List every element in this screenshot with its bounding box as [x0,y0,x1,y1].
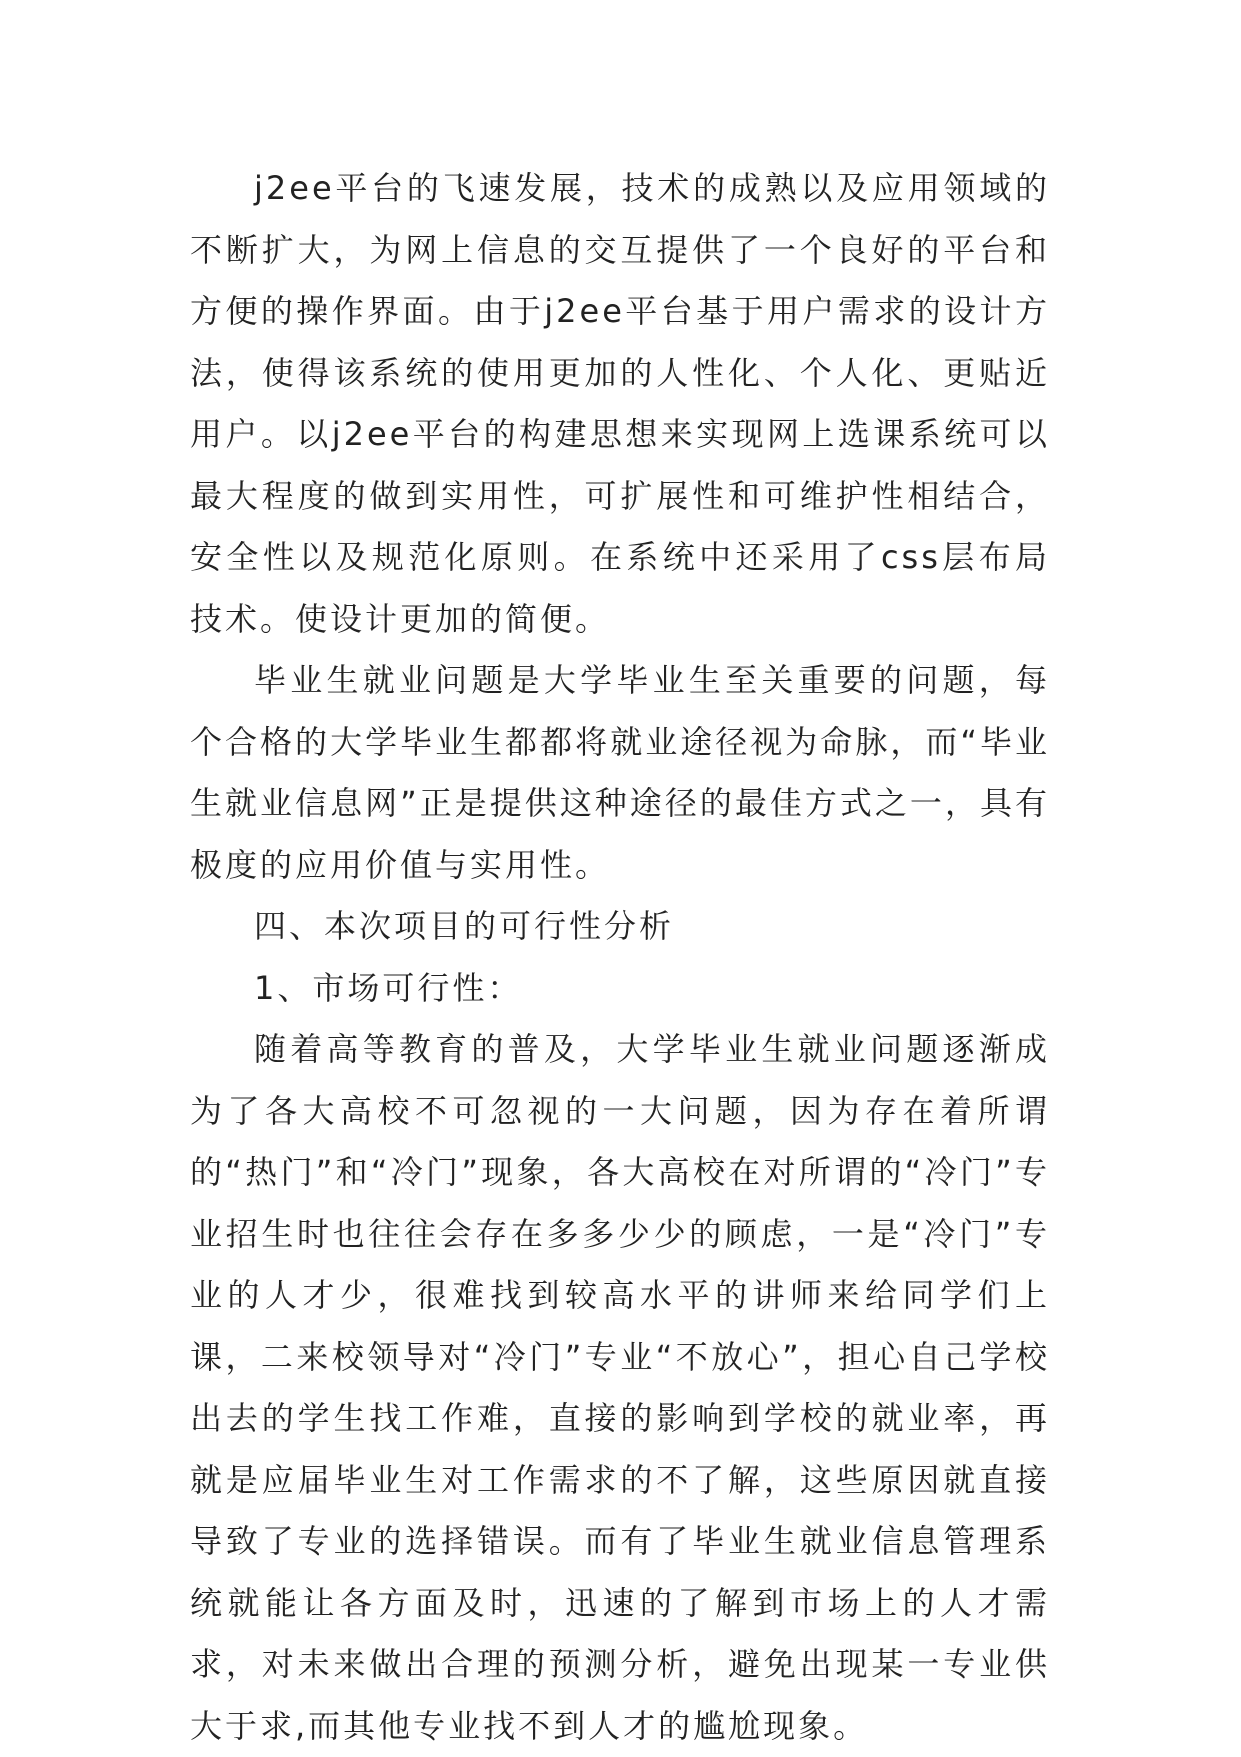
paragraph-j2ee-platform: j2ee平台的飞速发展，技术的成熟以及应用领域的不断扩大，为网上信息的交互提供了一个良好的平台和方便的操作界面。由于j2ee平台基于用户需求的设计方法，使得该系统的使用更加的人性化、个人化、更贴近用户。以j2ee平台的构建思想来实现网上选课系统可以最大程度的做到实用性，可扩展性和可维护性相结合，安全性以及规范化原则。在系统中还采用了css层布局技术。使设计更加的简便。 [190,169,1050,638]
section-heading-feasibility: 四、本次项目的可行性分析 [254,907,675,945]
paragraph-market-feasibility: 随着高等教育的普及，大学毕业生就业问题逐渐成为了各大高校不可忽视的一大问题，因为存在着所谓的“热门”和“冷门”现象，各大高校在对所谓的“冷门”专业招生时也往往会存在多多少少的顾虑，一是“冷门”专业的人才少，很难找到较高水平的讲师来给同学们上课，二来校领导对“冷门”专业“不放心”，担心自己学校出去的学生找工作难，直接的影响到学校的就业率，再就是应届毕业生对工作需求的不了解，这些原因就直接导致了专业的选择错误。而有了毕业生就业信息管理系统就能让各方面及时，迅速的了解到市场上的人才需求，对未来做出合理的预测分析，避免出现某一专业供大于求,而其他专业找不到人才的尴尬现象。 [190,1030,1050,1745]
subsection-heading-market: 1、市场可行性： [254,968,523,1007]
body-text [190,158,1050,1757]
paragraph-graduate-employment: 毕业生就业问题是大学毕业生至关重要的问题，每个合格的大学毕业生都都将就业途径视为命脉，而“毕业生就业信息网”正是提供这种途径的最佳方式之一，具有极度的应用价值与实用性。 [190,661,1050,884]
